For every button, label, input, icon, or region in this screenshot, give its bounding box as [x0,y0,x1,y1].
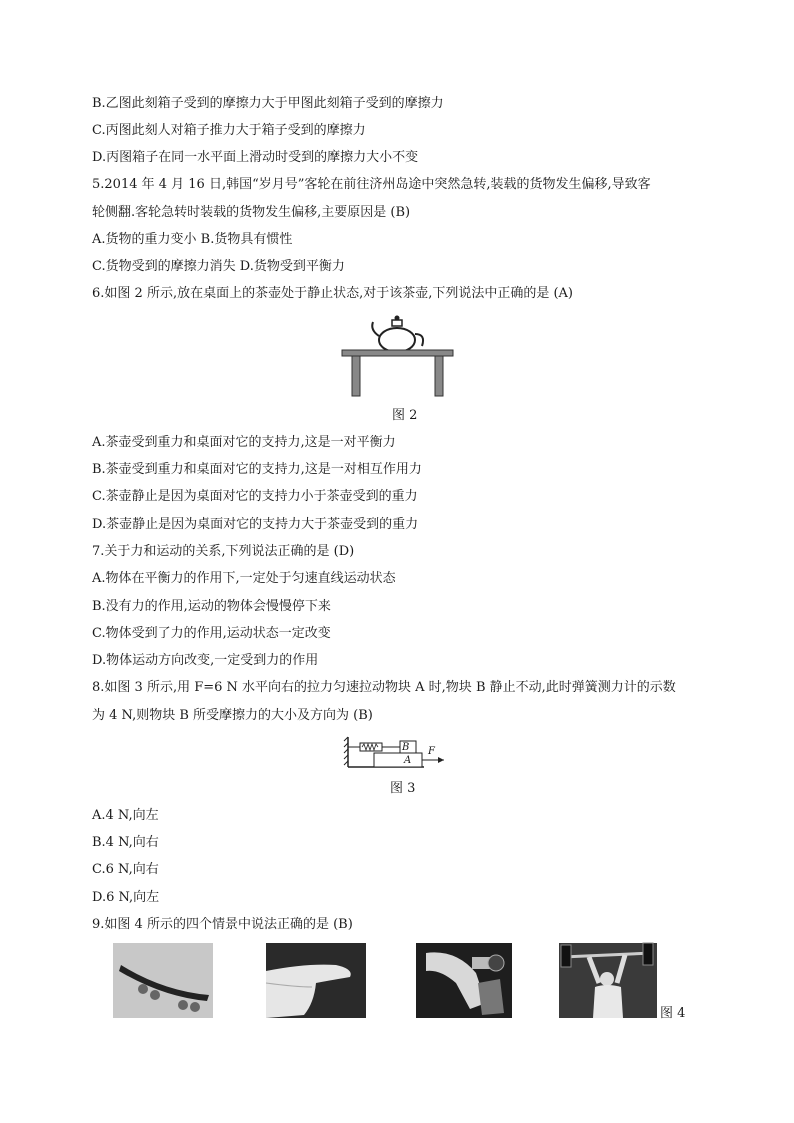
question-7-option-a: A.物体在平衡力的作用下,一定处于匀速直线运动状态 [92,571,396,586]
option-d-q4: D.丙图箱子在同一水平面上滑动时受到的摩擦力大小不变 [92,150,419,165]
figure-4-caption: 图 4 [660,1006,686,1021]
question-7-stem: 7.关于力和运动的关系,下列说法正确的是 (D) [92,544,355,559]
figure-4-photo-brake-pedal [416,943,512,1018]
question-6-option-b: B.茶壶受到重力和桌面对它的支持力,这是一对相互作用力 [92,462,422,477]
question-7-option-c: C.物体受到了力的作用,运动状态一定改变 [92,626,331,641]
question-7-option-d: D.物体运动方向改变,一定受到力的作用 [92,653,319,668]
figure-3-label-b: B [402,742,410,753]
question-6-option-c: C.茶壶静止是因为桌面对它的支持力小于茶壶受到的重力 [92,489,418,504]
figure-4-photo-hand [266,943,366,1018]
question-6-option-a: A.茶壶受到重力和桌面对它的支持力,这是一对平衡力 [92,435,396,450]
figure-2-caption: 图 2 [392,408,418,423]
question-5-options-ab: A.货物的重力变小 B.货物具有惯性 [92,232,293,247]
figure-4-photo-weightlifter [559,943,657,1018]
figure-3-label-a: A [404,755,412,766]
figure-3-caption: 图 3 [390,781,416,796]
question-8-line-1: 8.如图 3 所示,用 F=6 N 水平向右的拉力匀速拉动物块 A 时,物块 B 静止不动,此时弹簧测力计的示数 [92,680,676,695]
question-8-option-c: C.6 N,向右 [92,862,159,877]
question-8-line-2: 为 4 N,则物块 B 所受摩擦力的大小及方向为 (B) [92,708,373,723]
question-5-line-1: 5.2014 年 4 月 16 日,韩国“岁月号”客轮在前往济州岛途中突然急转,装载的货物发生偏移,导致客 [92,177,651,192]
question-5-line-2: 轮侧翻.客轮急转时装载的货物发生偏移,主要原因是 (B) [92,205,411,220]
question-8-option-b: B.4 N,向右 [92,835,159,850]
option-b-q4: B.乙图此刻箱子受到的摩擦力大于甲图此刻箱子受到的摩擦力 [92,96,444,111]
question-9-stem: 9.如图 4 所示的四个情景中说法正确的是 (B) [92,917,353,932]
figure-3-label-f: F [428,746,435,757]
question-6-stem: 6.如图 2 所示,放在桌面上的茶壶处于静止状态,对于该茶壶,下列说法中正确的是 (A) [92,286,574,301]
question-7-option-b: B.没有力的作用,运动的物体会慢慢停下来 [92,599,331,614]
question-5-options-cd: C.货物受到的摩擦力消失 D.货物受到平衡力 [92,259,345,274]
figure-4-photo-skateboard [113,943,213,1018]
question-8-option-a: A.4 N,向左 [92,808,159,823]
figure-2-teapot-table [340,310,455,400]
question-8-option-d: D.6 N,向左 [92,890,160,905]
question-6-option-d: D.茶壶静止是因为桌面对它的支持力大于茶壶受到的重力 [92,517,419,532]
option-c-q4: C.丙图此刻人对箱子推力大于箱子受到的摩擦力 [92,123,366,138]
